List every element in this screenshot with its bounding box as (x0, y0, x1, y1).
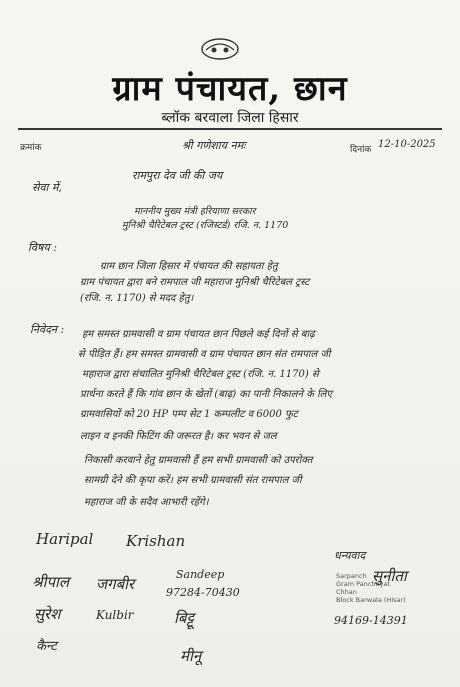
page-subtitle: ब्लॉक बरवाला जिला हिसार (161, 110, 299, 126)
page-title: ग्राम पंचायत, छान (112, 69, 348, 109)
signature-kulbir: Kulbir (96, 608, 134, 622)
date-value: 12-10-2025 (378, 139, 436, 150)
nivedan-line-9: महाराज जी के सदैव आभारी रहेंगे। (84, 497, 209, 508)
stamp-line-2: Gram Panchayat Chhan (336, 580, 390, 596)
signature-suresh: सुरेश (34, 605, 61, 623)
sarpanch-signature: सुनीता (372, 567, 407, 585)
nivedan-line-1: हम समस्त ग्रामवासी व ग्राम पंचायत छान पिछले कई दिनों से बाढ़ (82, 329, 315, 340)
to-line-2: मुनिश्री चैरिटेबल ट्रस्ट (रजिस्टर्ड) रजि. न. 1170 (122, 220, 289, 231)
panchayat-emblem-icon (196, 34, 244, 62)
stamp-line-1: Sarpanch (336, 572, 367, 580)
blessing-line: रामपुरा देव जी की जय (132, 169, 223, 182)
sandeep-phone: 97284-70430 (166, 586, 240, 599)
salutation-top: श्री गणेशाय नमः (182, 139, 246, 152)
nivedan-line-2: से पीड़ित हैं। हम समस्त ग्रामवासी व ग्राम पंचायत छान संत रामपाल जी (78, 349, 331, 360)
nivedan-line-3: महाराज द्वारा संचालित मुनिश्री चैरिटेबल ट्रस्ट (रजि. न. 1170) से (82, 369, 319, 380)
date-label: दिनांक (350, 145, 372, 155)
nivedan-line-4: प्रार्थना करते हैं कि गांव छान के खेतों (बाढ़) का पानी निकालने के लिए (80, 389, 332, 400)
signature-krishan: Krishan (126, 532, 186, 550)
sarpanch-phone: 94169-14391 (334, 614, 408, 627)
signature-kent: कैन्ट (36, 639, 57, 654)
vishay-line-2: ग्राम पंचायत द्वारा बने रामपाल जी महाराज मुनिश्री चैरिटेबल ट्रस्ट (80, 277, 310, 288)
signature-jagbir: जगबीर (96, 575, 135, 593)
vishay-line-3: (रजि. न. 1170) से मदद हेतु। (80, 293, 194, 304)
signature-bittu: बिट्टू (174, 609, 194, 627)
to-label: सेवा में, (32, 181, 62, 194)
vishay-label: विषय : (28, 241, 57, 254)
signature-haripal: Haripal (36, 530, 94, 548)
nivedan-line-8: सामग्री देने की कृपा करें। हम सभी ग्रामवासी संत रामपाल जी (84, 475, 302, 486)
signature-shripal: श्रीपाल (32, 573, 70, 591)
to-line-1: माननीय मुख्य मंत्री हरियाणा सरकार (134, 206, 256, 217)
stamp-line-3: Block Barwala (Hisar) (336, 596, 406, 604)
nivedan-line-5: ग्रामवासियों को 20 HP पम्प सेट 1 कम्पलीट व 6000 फुट (80, 409, 298, 420)
signature-meenu: मीनू (180, 647, 202, 665)
sarpanch-stamp (336, 572, 412, 604)
header-divider (18, 128, 442, 130)
nivedan-line-6: लाइन व इनकी फिटिंग की जरूरत है। कर भवन से जल (80, 431, 277, 442)
sarpanch-heading: धन्यवाद (334, 549, 366, 562)
signature-sandeep: Sandeep (176, 568, 225, 581)
nivedan-line-7: निकासी करवाने हेतु ग्रामवासी हैं हम सभी ग्रामवासी को उपरोक्त (84, 455, 313, 466)
nivedan-label: निवेदन : (30, 323, 65, 336)
vishay-line-1: ग्राम छान जिला हिसार में पंचायत की सहायता हेतु (100, 261, 278, 272)
ref-label: क्रमांक (20, 143, 42, 153)
